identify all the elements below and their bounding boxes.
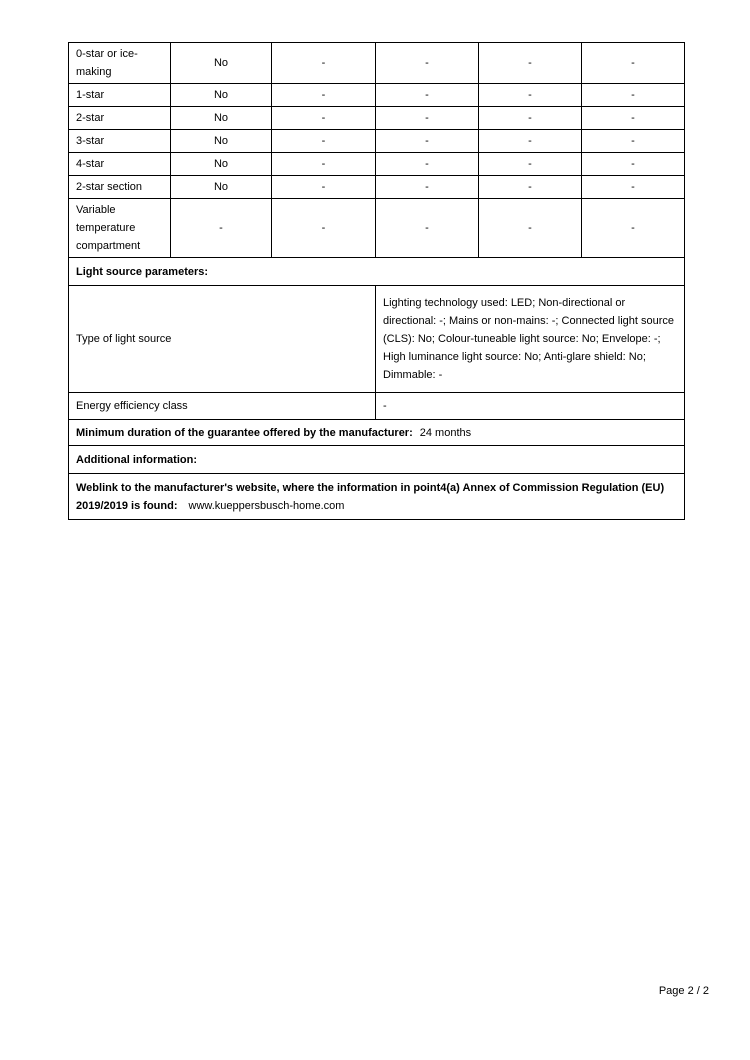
compartment-label: 1-star <box>69 84 171 107</box>
type-of-light-source-value: Lighting technology used: LED; Non-directional or directional: -; Mains or non-mains: -; Connected light source (CLS): No; Colour-tuneable light source: No; Envelope: -; High luminance light source: No; Anti-glare shield: No; Dimmable: - <box>376 286 685 393</box>
compartment-value: - <box>272 107 376 130</box>
compartment-value: No <box>171 43 272 84</box>
energy-efficiency-class-value: - <box>376 393 685 420</box>
guarantee-value: 24 months <box>419 426 472 439</box>
compartment-label: 3-star <box>69 130 171 153</box>
compartment-value: - <box>376 199 479 258</box>
compartment-value: - <box>272 84 376 107</box>
compartment-value: - <box>582 176 685 199</box>
compartment-value: No <box>171 107 272 130</box>
table-row <box>69 393 685 420</box>
table-row <box>69 153 685 176</box>
weblink-url: www.kueppersbusch-home.com <box>188 499 345 512</box>
compartment-value: - <box>582 153 685 176</box>
compartment-value: - <box>582 43 685 84</box>
compartment-label: 4-star <box>69 153 171 176</box>
compartment-value: - <box>272 43 376 84</box>
compartment-value: - <box>479 43 582 84</box>
compartment-value: - <box>272 153 376 176</box>
compartment-value: - <box>272 199 376 258</box>
compartment-value: - <box>272 176 376 199</box>
compartment-value: - <box>582 130 685 153</box>
additional-information-label: Additional information: <box>69 446 685 474</box>
weblink-row <box>69 474 685 520</box>
compartment-label: 2-star section <box>69 176 171 199</box>
additional-information-row <box>69 446 685 474</box>
compartment-value: - <box>479 199 582 258</box>
compartment-value: - <box>272 130 376 153</box>
compartment-value: - <box>479 153 582 176</box>
compartment-value: No <box>171 130 272 153</box>
compartment-value: - <box>376 130 479 153</box>
compartment-value: - <box>171 199 272 258</box>
compartment-value: - <box>376 176 479 199</box>
product-information-table <box>68 42 685 520</box>
compartment-value: No <box>171 176 272 199</box>
guarantee-row <box>69 420 685 446</box>
compartment-value: - <box>376 107 479 130</box>
table-row <box>69 130 685 153</box>
compartment-value: - <box>479 84 582 107</box>
guarantee-cell <box>69 420 685 446</box>
table-row <box>69 176 685 199</box>
table-row <box>69 43 685 84</box>
section-header-row <box>69 258 685 286</box>
light-source-section-header: Light source parameters: <box>69 258 685 286</box>
compartment-value: - <box>479 107 582 130</box>
compartment-value: - <box>582 199 685 258</box>
table-row <box>69 286 685 393</box>
compartment-value: No <box>171 153 272 176</box>
compartment-value: - <box>376 43 479 84</box>
compartment-value: - <box>582 107 685 130</box>
compartment-label: 0-star or ice-making <box>69 43 171 84</box>
energy-efficiency-class-label: Energy efficiency class <box>69 393 376 420</box>
compartment-value: No <box>171 84 272 107</box>
table-row <box>69 107 685 130</box>
table-row <box>69 84 685 107</box>
compartment-value: - <box>479 130 582 153</box>
compartment-value: - <box>376 84 479 107</box>
weblink-label: Weblink to the manufacturer's website, where the information in point4(a) Annex of Commission Regulation (EU) 2019/2019 is found: <box>76 481 665 512</box>
table-row <box>69 199 685 258</box>
compartment-label: 2-star <box>69 107 171 130</box>
compartment-value: - <box>376 153 479 176</box>
compartment-value: - <box>479 176 582 199</box>
page-number: Page 2 / 2 <box>658 985 709 997</box>
type-of-light-source-label: Type of light source <box>69 286 376 393</box>
guarantee-label: Minimum duration of the guarantee offered by the manufacturer: <box>76 426 413 439</box>
compartment-label: Variable temperature compartment <box>69 199 171 258</box>
weblink-cell <box>69 474 685 520</box>
compartment-value: - <box>582 84 685 107</box>
